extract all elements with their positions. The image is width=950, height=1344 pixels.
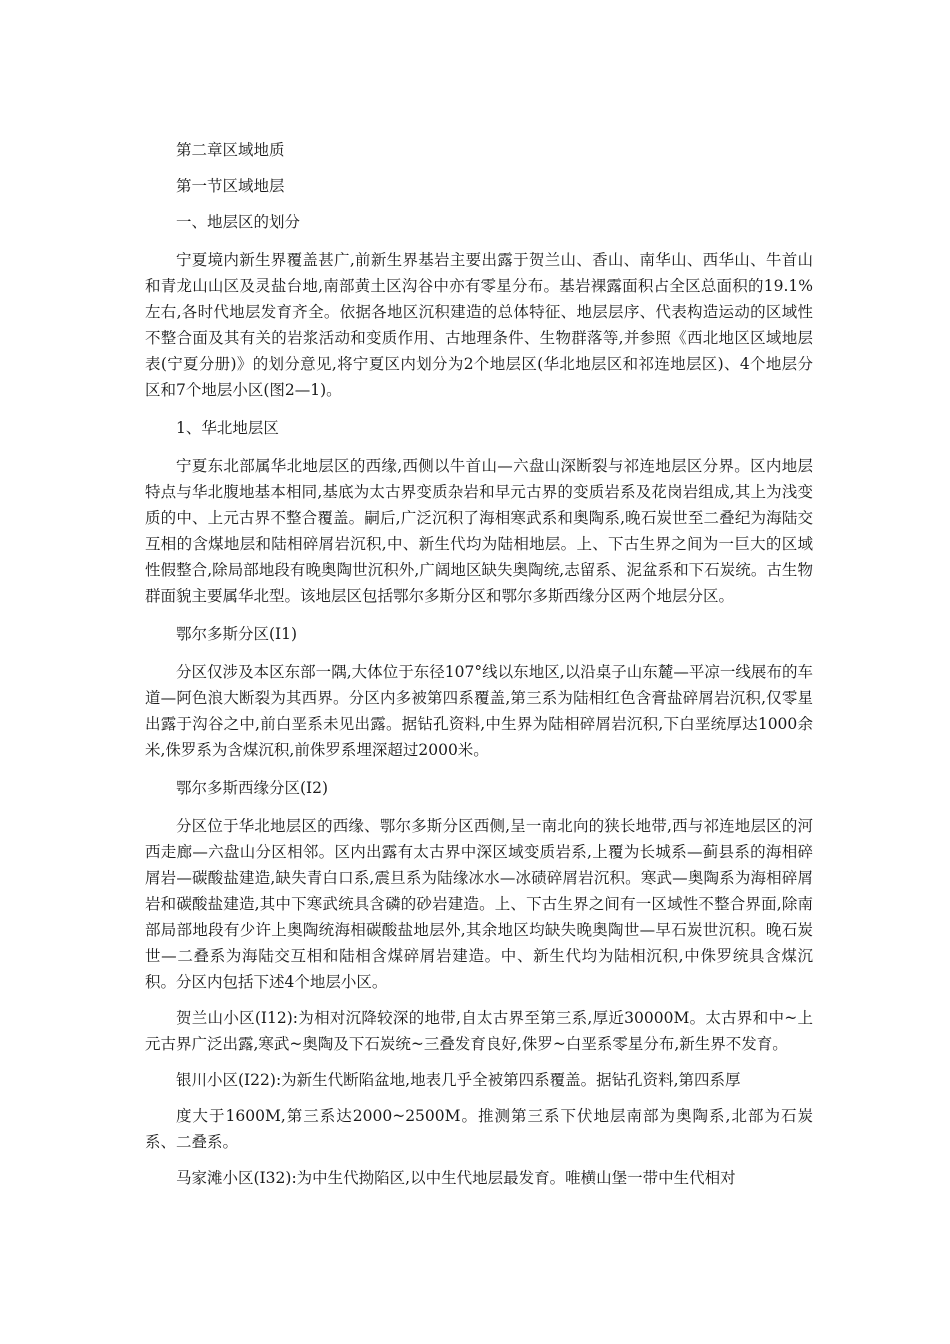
document-body [145,137,813,1191]
helanshan-paragraph: 贺兰山小区(I12):为相对沉降较深的地带,自太古界至第三系,厚近30000M。太古界和中~上元古界广泛出露,寒武~奥陶及下石炭统~三叠发育良好,侏罗~白垩系零星分布,新生界不发育。 [145,1009,813,1053]
ordos-west-heading: 鄂尔多斯西缘分区(Ⅰ2) [176,779,329,797]
ordos-west-paragraph: 分区位于华北地层区的西缘、鄂尔多斯分区西侧,呈一南北向的狭长地带,西与祁连地层区的河西走廊—六盘山分区相邻。区内出露有太古界中深区域变质岩系,上覆为长城系—蓟县系的海相碎屑岩—碳酸盐建造,缺失青白口系,震旦系为陆缘冰水—冰碛碎屑岩沉积。寒武—奥陶系为海相碎屑岩和碳酸盐建造,其中下寒武统具含磷的砂岩建造。上、下古生界之间有一区域性不整合界面,除南部局部地段有少许上奥陶统海相碳酸盐地层外,其余地区均缺失晚奥陶世—早石炭世沉积。晚石炭世—二叠系为海陆交互相和陆相含煤碎屑岩建造。中、新生代均为陆相沉积,中侏罗统具含煤沉积。分区内包括下述4个地层小区。 [145,817,813,991]
section-title: 第一节区域地层 [176,177,285,195]
ordos-heading: 鄂尔多斯分区(Ⅰ1) [176,625,298,643]
intro-paragraph: 宁夏境内新生界覆盖甚广,前新生界基岩主要出露于贺兰山、香山、南华山、西华山、牛首山和青龙山山区及灵盐台地,南部黄土区沟谷中亦有零星分布。基岩裸露面积占全区总面积的19.1%左右,各时代地层发育齐全。依据各地区沉积建造的总体特征、地层层序、代表构造运动的区域性不整合面及其有关的岩浆活动和变质作用、古地理条件、生物群落等,并参照《西北地区区域地层表(宁夏分册)》的划分意见,将宁夏区内划分为2个地层区(华北地层区和祁连地层区)、4个地层分区和7个地层小区(图2—1)。 [145,251,813,399]
ordos-paragraph: 分区仅涉及本区东部一隅,大体位于东径107°线以东地区,以沿桌子山东麓—平凉一线展布的车道—阿色浪大断裂为其西界。分区内多被第四系覆盖,第三系为陆相红色含膏盐碎屑岩沉积,仅零星出露于沟谷之中,前白垩系未见出露。据钻孔资料,中生界为陆相碎屑岩沉积,下白垩统厚达1000余米,侏罗系为含煤沉积,前侏罗系埋深超过2000米。 [145,663,813,759]
yinchuan-continued: 度大于1600M,第三系达2000~2500M。推测第三系下伏地层南部为奥陶系,北部为石炭系、二叠系。 [145,1107,813,1151]
huabei-paragraph: 宁夏东北部属华北地层区的西缘,西侧以牛首山—六盘山深断裂与祁连地层区分界。区内地层特点与华北腹地基本相同,基底为太古界变质杂岩和早元古界的变质岩系及花岗岩组成,其上为浅变质的中、上元古界不整合覆盖。嗣后,广泛沉积了海相寒武系和奥陶系,晚石炭世至二叠纪为海陆交互相的含煤地层和陆相碎屑岩沉积,中、新生代均为陆相地层。上、下古生界之间为一巨大的区域性假整合,除局部地段有晚奥陶世沉积外,广阔地区缺失奥陶统,志留系、泥盆系和下石炭统。古生物群面貌主要属华北型。该地层区包括鄂尔多斯分区和鄂尔多斯西缘分区两个地层分区。 [145,457,813,605]
subsection-title: 一、地层区的划分 [176,213,301,231]
huabei-heading: 1、华北地层区 [176,419,279,437]
chapter-title: 第二章区域地质 [176,141,285,159]
yinchuan-paragraph: 银川小区(I22):为新生代断陷盆地,地表几乎全被第四系覆盖。据钻孔资料,第四系厚 [176,1071,741,1089]
majiatan-paragraph: 马家滩小区(I32):为中生代拗陷区,以中生代地层最发育。唯横山堡一带中生代相对 [176,1169,736,1187]
